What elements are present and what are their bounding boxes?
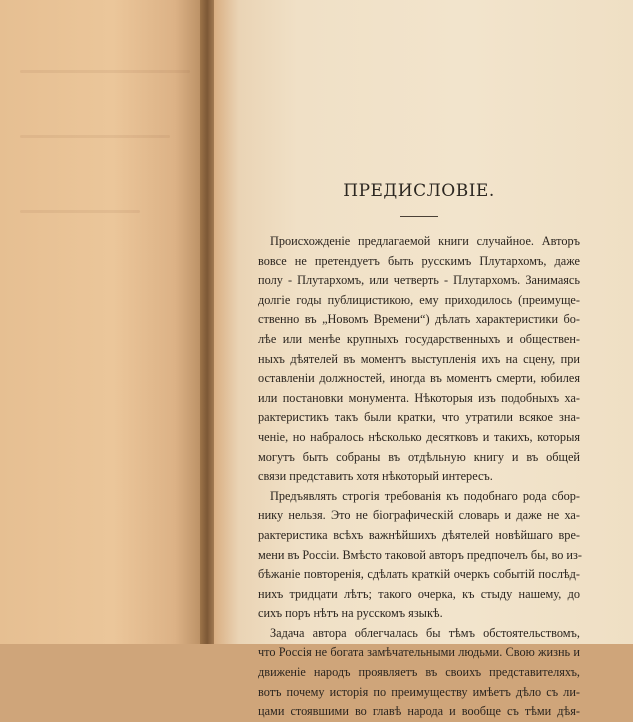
text-line: нихъ тридцати лѣтъ; такого очерка, къ стыду нашему, до — [258, 586, 580, 601]
text-line: мени въ Россіи. Вмѣсто таковой авторъ предпочелъ бы, во из- — [258, 547, 582, 562]
text-line: вотъ почему исторія по преимуществу имѣетъ дѣло съ ли- — [258, 684, 580, 699]
bleed-through-mark — [20, 70, 190, 73]
text-line: рактеристикъ такъ были кратки, что утратили всякое зна- — [258, 410, 580, 425]
text-line: могутъ быть собраны въ отдѣльную книгу и въ общей — [258, 449, 580, 464]
text-line: Предъявлять строгія требованія къ подобнаго рода сбор- — [270, 488, 580, 503]
text-line: ныхъ дѣятелей въ моментъ выступленія ихъ на сцену, при — [258, 351, 580, 366]
page-title: ПРЕДИСЛОВІЕ. — [343, 181, 495, 201]
text-line: движеніе народъ проявляетъ въ своихъ представителяхъ, — [258, 665, 580, 680]
text-line: ченіе, но набралось нѣсколько десятковъ и такихъ, которыя — [258, 429, 580, 444]
text-line: связи представить хотя нѣкоторый интересъ. — [258, 469, 493, 484]
preface-text — [258, 232, 580, 722]
text-line: цами стоявшими во главѣ народа и вообще съ тѣми дѣя- — [258, 704, 580, 719]
bleed-through-mark — [20, 135, 170, 138]
text-line: нику нельзя. Это не біографическій словарь и даже не ха- — [258, 508, 580, 523]
text-line: что Россія не богата замѣчательными людьми. Свою жизнь и — [258, 645, 580, 660]
bleed-through-mark — [20, 210, 140, 213]
text-line: сихъ поръ нѣтъ на русскомъ языкѣ. — [258, 606, 443, 621]
text-line: оставленіи должностей, иногда въ моментъ смерти, юбилея — [258, 371, 580, 386]
text-line: ственно въ „Новомъ Времени“) дѣлать характеристики бо- — [258, 312, 580, 327]
text-line: Происхожденіе предлагаемой книги случайное. Авторъ — [270, 234, 580, 248]
text-line: полу - Плутархомъ, или четверть - Плутархомъ. Занимаясь — [258, 273, 580, 288]
text-line: долгіе годы публицистикою, ему приходилось (преимуще- — [258, 292, 580, 307]
title-rule — [400, 216, 438, 217]
left-page — [0, 0, 206, 644]
text-line: Задача автора облегчалась бы тѣмъ обстоятельствомъ, — [270, 625, 580, 640]
text-line: или постановки монумента. Нѣкоторыя изъ подобныхъ ха- — [258, 390, 580, 405]
text-line: бѣжаніе повторенія, сдѣлать краткій очеркъ событій послѣд- — [258, 567, 580, 582]
text-line: лѣе или менѣе крупныхъ государственныхъ и обществен- — [258, 331, 580, 346]
text-line: вовсе не претендуетъ быть русскимъ Плутархомъ, даже — [258, 253, 580, 268]
text-line: рактеристика всѣхъ важнѣйшихъ дѣятелей новѣйшаго вре- — [258, 527, 580, 542]
